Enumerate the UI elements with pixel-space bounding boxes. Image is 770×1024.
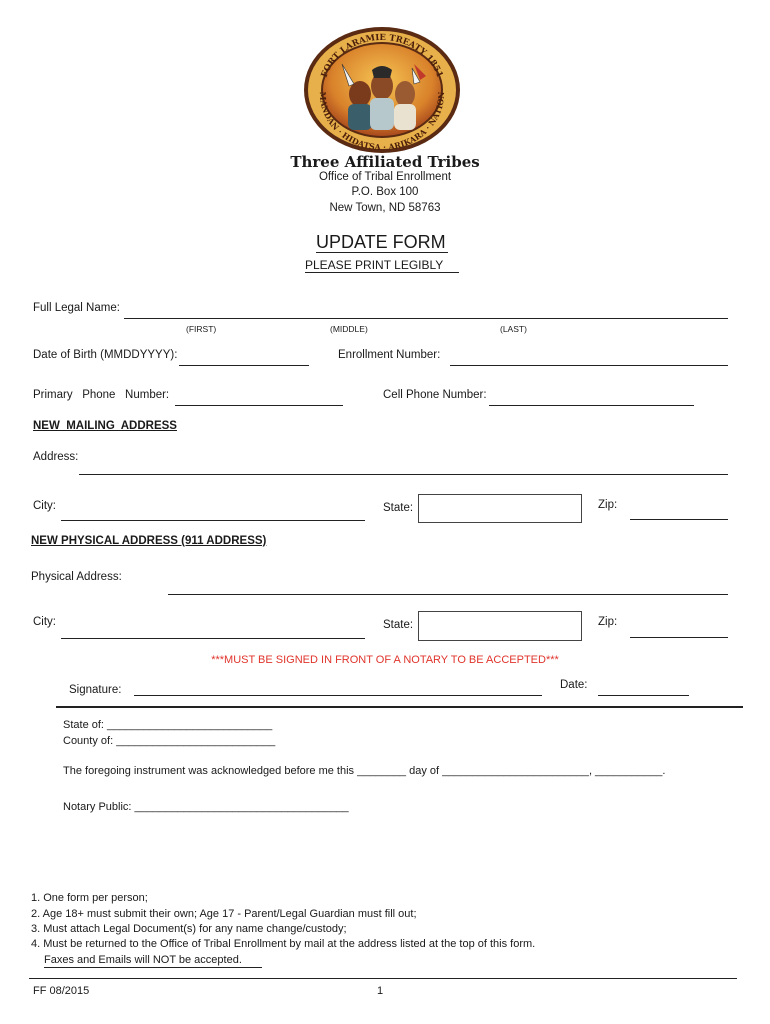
acknowledgement-line: The foregoing instrument was acknowledged before me this ________ day of ________________________, ___________. — [63, 765, 666, 777]
po-box: P.O. Box 100 — [351, 186, 419, 198]
physical-city-label: City: — [33, 616, 56, 628]
physical-zip-field[interactable] — [630, 637, 728, 638]
full-legal-name-label: Full Legal Name: — [33, 302, 120, 314]
note-item: 2. Age 18+ must submit their own; Age 17 - Parent/Legal Guardian must fill out; — [31, 908, 417, 920]
primary-phone-label: Primary Phone Number: — [33, 389, 170, 401]
enrollment-number-label: Enrollment Number: — [338, 349, 441, 361]
notary-divider — [56, 706, 743, 708]
mailing-city-field[interactable] — [61, 520, 365, 521]
mailing-address-label: Address: — [33, 451, 79, 463]
cell-phone-field[interactable] — [489, 405, 694, 406]
physical-city-field[interactable] — [61, 638, 365, 639]
first-name-caption: (FIRST) — [186, 324, 217, 334]
mailing-address-heading: NEW MAILING ADDRESS — [33, 420, 177, 432]
last-name-caption: (LAST) — [500, 324, 527, 334]
footer-divider — [29, 978, 737, 979]
notary-notice: ***MUST BE SIGNED IN FRONT OF A NOTARY TO BE ACCEPTED*** — [211, 654, 559, 666]
form-title: UPDATE FORM — [316, 232, 446, 252]
middle-name-caption: (MIDDLE) — [330, 324, 368, 334]
mailing-zip-label: Zip: — [598, 499, 618, 511]
note-item: 4. Must be returned to the Office of Tribal Enrollment by mail at the address listed at the top of this form. — [31, 938, 536, 950]
signature-label: Signature: — [69, 684, 122, 696]
form-code: FF 08/2015 — [33, 985, 90, 997]
mailing-state-box[interactable] — [418, 494, 582, 523]
mailing-city-label: City: — [33, 500, 56, 512]
tribal-seal-logo — [302, 24, 462, 154]
primary-phone-field[interactable] — [175, 405, 343, 406]
mailing-address-field[interactable] — [79, 474, 728, 475]
physical-address-heading: NEW PHYSICAL ADDRESS (911 ADDRESS) — [31, 535, 267, 547]
physical-address-field[interactable] — [168, 594, 728, 595]
mailing-zip-field[interactable] — [630, 519, 728, 520]
date-label: Date: — [560, 679, 588, 691]
full-legal-name-field[interactable] — [124, 318, 728, 319]
faxes-note-underline — [44, 967, 262, 968]
dob-field[interactable] — [179, 365, 309, 366]
cell-phone-label: Cell Phone Number: — [383, 389, 487, 401]
svg-text:MANDAN · HIDATSA · ARIKARA · N: MANDAN · HIDATSA · ARIKARA · NATION — [317, 91, 447, 153]
org-name: Three Affiliated Tribes — [290, 153, 480, 171]
title-underline — [316, 252, 448, 253]
date-field[interactable] — [598, 695, 689, 696]
office-name: Office of Tribal Enrollment — [318, 171, 452, 183]
note-item: 3. Must attach Legal Document(s) for any name change/custody; — [31, 923, 347, 935]
signature-field[interactable] — [134, 695, 542, 696]
page-number: 1 — [377, 985, 384, 997]
county-of-line: County of: __________________________ — [63, 735, 276, 747]
physical-address-label: Physical Address: — [31, 571, 122, 583]
note-item: 1. One form per person; — [31, 892, 148, 904]
state-of-line: State of: ___________________________ — [63, 719, 273, 731]
physical-zip-label: Zip: — [598, 616, 618, 628]
enrollment-number-field[interactable] — [450, 365, 728, 366]
city-state-zip: New Town, ND 58763 — [329, 202, 441, 214]
print-legibly: PLEASE PRINT LEGIBLY — [305, 258, 444, 272]
instruction-underline — [305, 272, 459, 273]
faxes-note: Faxes and Emails will NOT be accepted. — [44, 954, 242, 966]
dob-label: Date of Birth (MMDDYYYY): — [33, 349, 178, 361]
physical-state-label: State: — [383, 619, 414, 631]
svg-text:FORT LARAMIE TREATY 1851: FORT LARAMIE TREATY 1851 — [319, 32, 445, 79]
physical-state-box[interactable] — [418, 611, 582, 641]
notary-public-line: Notary Public: ___________________________________ — [63, 801, 349, 813]
mailing-state-label: State: — [383, 502, 414, 514]
